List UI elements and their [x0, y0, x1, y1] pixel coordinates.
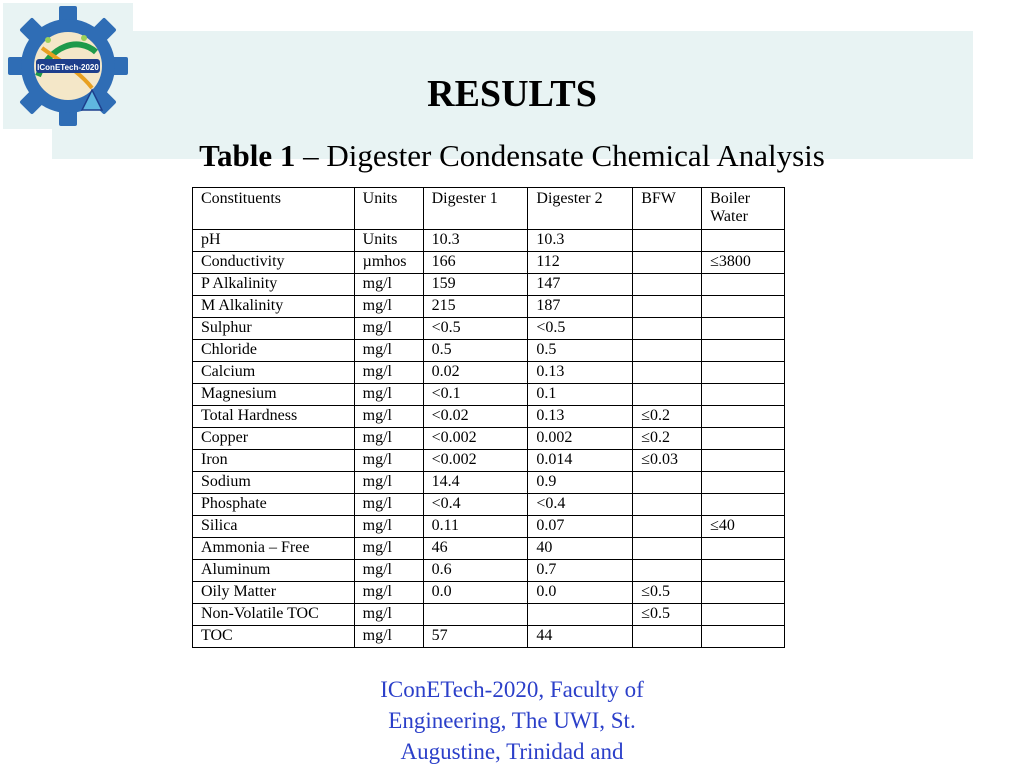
table-row [193, 626, 785, 648]
table-cell: <0.5 [528, 318, 633, 340]
table-cell [702, 494, 785, 516]
table-cell: ≤40 [702, 516, 785, 538]
table-label: Table 1 [199, 138, 296, 173]
column-header: Constituents [193, 188, 355, 230]
table-cell: M Alkalinity [193, 296, 355, 318]
table-cell: ≤0.5 [633, 604, 702, 626]
table-cell: <0.4 [528, 494, 633, 516]
table-row [193, 560, 785, 582]
table-row [193, 406, 785, 428]
table-caption [0, 138, 1024, 174]
svg-text:IConETech-2020: IConETech-2020 [37, 63, 99, 72]
table-header-row [193, 188, 785, 230]
table-cell: <0.5 [423, 318, 528, 340]
table-cell: Iron [193, 450, 355, 472]
table-cell: mg/l [354, 296, 423, 318]
table-cell: Copper [193, 428, 355, 450]
table-row [193, 362, 785, 384]
table-cell [633, 252, 702, 274]
table-cell: 0.0 [528, 582, 633, 604]
chemical-analysis-table [192, 187, 785, 648]
table-cell: 10.3 [423, 230, 528, 252]
table-cell [633, 494, 702, 516]
table-row [193, 472, 785, 494]
table-cell: 57 [423, 626, 528, 648]
table-cell: mg/l [354, 626, 423, 648]
table-cell: 215 [423, 296, 528, 318]
table-cell: 187 [528, 296, 633, 318]
table-cell: <0.002 [423, 428, 528, 450]
footer-line: Augustine, Trinidad and [400, 739, 624, 764]
column-header: Boiler Water [702, 188, 785, 230]
table-cell [702, 604, 785, 626]
table-cell: mg/l [354, 604, 423, 626]
table-cell: mg/l [354, 582, 423, 604]
table-cell: 46 [423, 538, 528, 560]
table-cell: mg/l [354, 428, 423, 450]
table-cell: <0.002 [423, 450, 528, 472]
column-header: Digester 1 [423, 188, 528, 230]
table-cell: 40 [528, 538, 633, 560]
table-cell: 0.13 [528, 362, 633, 384]
table-cell [633, 626, 702, 648]
table-cell: mg/l [354, 560, 423, 582]
table-cell [702, 318, 785, 340]
table-cell: ≤3800 [702, 252, 785, 274]
table-cell [528, 604, 633, 626]
table-cell [702, 384, 785, 406]
table-cell: Sodium [193, 472, 355, 494]
table-row [193, 450, 785, 472]
footer-credit [300, 674, 724, 767]
table-cell: Aluminum [193, 560, 355, 582]
table-cell [633, 296, 702, 318]
table-cell [633, 384, 702, 406]
table-cell [702, 406, 785, 428]
table-cell: ≤0.03 [633, 450, 702, 472]
footer-line: IConETech-2020, Faculty of [380, 677, 644, 702]
page-title: RESULTS [427, 73, 597, 115]
table-cell: Calcium [193, 362, 355, 384]
table-cell: 159 [423, 274, 528, 296]
table-cell: ≤0.5 [633, 582, 702, 604]
table-cell: Conductivity [193, 252, 355, 274]
table-cell: mg/l [354, 384, 423, 406]
table-cell: Phosphate [193, 494, 355, 516]
table-cell: mg/l [354, 516, 423, 538]
table-cell: 0.6 [423, 560, 528, 582]
table-cell: <0.4 [423, 494, 528, 516]
table-row [193, 582, 785, 604]
table-cell [633, 274, 702, 296]
table-cell: 0.9 [528, 472, 633, 494]
table-cell: Sulphur [193, 318, 355, 340]
table-row [193, 494, 785, 516]
table-row [193, 318, 785, 340]
table-caption-text: – Digester Condensate Chemical Analysis [295, 138, 825, 173]
table-cell [633, 560, 702, 582]
table-cell [633, 340, 702, 362]
table-cell: mg/l [354, 362, 423, 384]
table-cell: <0.02 [423, 406, 528, 428]
table-cell: mg/l [354, 340, 423, 362]
table-cell: pH [193, 230, 355, 252]
table-cell: 0.1 [528, 384, 633, 406]
table-cell [633, 516, 702, 538]
table-row [193, 230, 785, 252]
table-cell: 0.02 [423, 362, 528, 384]
table-cell [702, 362, 785, 384]
table-row [193, 274, 785, 296]
table-cell: 14.4 [423, 472, 528, 494]
table-cell [702, 560, 785, 582]
table-cell: 0.07 [528, 516, 633, 538]
table-cell: ≤0.2 [633, 428, 702, 450]
table-cell [633, 362, 702, 384]
table-cell [633, 472, 702, 494]
table-cell [702, 450, 785, 472]
table-cell: 166 [423, 252, 528, 274]
table-cell: Oily Matter [193, 582, 355, 604]
table-cell: 44 [528, 626, 633, 648]
table-cell: TOC [193, 626, 355, 648]
table-row [193, 516, 785, 538]
table-cell: mg/l [354, 538, 423, 560]
table-row [193, 428, 785, 450]
table-cell: Non-Volatile TOC [193, 604, 355, 626]
column-header: Units [354, 188, 423, 230]
table-cell: Silica [193, 516, 355, 538]
column-header: Digester 2 [528, 188, 633, 230]
table-cell: Units [354, 230, 423, 252]
table-cell: 147 [528, 274, 633, 296]
table-cell: Total Hardness [193, 406, 355, 428]
table-cell: 10.3 [528, 230, 633, 252]
table-cell [702, 428, 785, 450]
table-cell [633, 230, 702, 252]
table-cell [702, 340, 785, 362]
table-cell [702, 626, 785, 648]
table-cell: 0.014 [528, 450, 633, 472]
table-cell [423, 604, 528, 626]
table-cell [702, 274, 785, 296]
table-row [193, 296, 785, 318]
table-row [193, 538, 785, 560]
table-cell: Ammonia – Free [193, 538, 355, 560]
table-row [193, 252, 785, 274]
table-cell [702, 538, 785, 560]
table-row [193, 604, 785, 626]
table-cell: 0.13 [528, 406, 633, 428]
table-cell: mg/l [354, 494, 423, 516]
table-cell: mg/l [354, 274, 423, 296]
table-cell [702, 230, 785, 252]
table-cell [702, 296, 785, 318]
table-cell: mg/l [354, 318, 423, 340]
table-cell: µmhos [354, 252, 423, 274]
table-cell: Chloride [193, 340, 355, 362]
table-cell [702, 582, 785, 604]
table-cell: <0.1 [423, 384, 528, 406]
table-cell: 0.11 [423, 516, 528, 538]
table-cell: ≤0.2 [633, 406, 702, 428]
footer-line: Engineering, The UWI, St. [388, 708, 636, 733]
table-cell: 0.5 [528, 340, 633, 362]
table-cell: 112 [528, 252, 633, 274]
table-cell [633, 538, 702, 560]
table-cell: mg/l [354, 472, 423, 494]
table-cell: 0.002 [528, 428, 633, 450]
table-cell: 0.7 [528, 560, 633, 582]
table-row [193, 384, 785, 406]
table-cell [633, 318, 702, 340]
table-cell: 0.5 [423, 340, 528, 362]
table-cell [702, 472, 785, 494]
table-cell: P Alkalinity [193, 274, 355, 296]
column-header: BFW [633, 188, 702, 230]
table-cell: mg/l [354, 450, 423, 472]
table-row [193, 340, 785, 362]
table-cell: mg/l [354, 406, 423, 428]
table-cell: Magnesium [193, 384, 355, 406]
table-cell: 0.0 [423, 582, 528, 604]
